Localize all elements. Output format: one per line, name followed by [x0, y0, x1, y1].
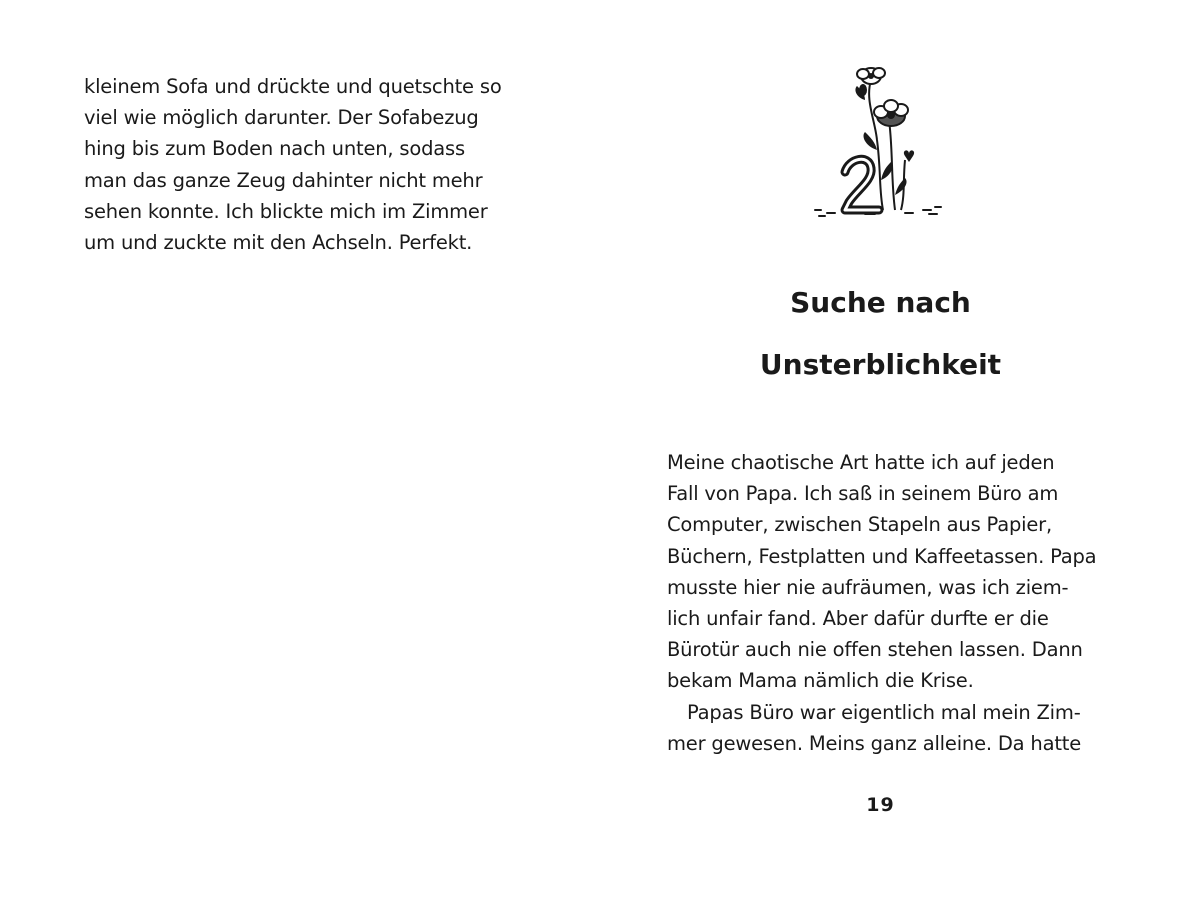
text-line: Bürotür auch nie offen stehen lassen. Dann	[667, 638, 1083, 662]
flower-and-number-2-icon	[805, 60, 965, 228]
chapter-title-line-1: Suche nach	[790, 286, 971, 319]
text-line: bekam Mama nämlich die Krise.	[667, 669, 974, 693]
text-line: um und zuckte mit den Achseln. Perfekt.	[84, 230, 473, 254]
text-line: Computer, zwischen Stapeln aus Papier,	[667, 513, 1052, 537]
right-page	[590, 0, 1181, 907]
text-line: Meine chaotische Art hatte ich auf jeden	[667, 451, 1055, 474]
text-line: mer gewesen. Meins ganz alleine. Da hatte	[667, 731, 1082, 755]
text-line: kleinem Sofa und drückte und quetschte so	[84, 75, 502, 98]
text-line: lich unfair fand. Aber dafür durfte er die	[667, 606, 1049, 630]
right-page-text	[667, 447, 1096, 759]
text-line: sehen konnte. Ich blickte mich im Zimmer	[84, 199, 488, 223]
text-line: Fall von Papa. Ich saß in seinem Büro am	[667, 482, 1059, 506]
text-line: hing bis zum Boden nach unten, sodass	[84, 137, 465, 161]
text-line: Büchern, Festplatten und Kaffeetassen. Papa	[667, 544, 1097, 568]
text-line: viel wie möglich darunter. Der Sofabezug	[84, 106, 479, 130]
left-page	[0, 0, 590, 907]
text-line: man das ganze Zeug dahinter nicht mehr	[84, 168, 483, 192]
text-line: Papas Büro war eigentlich mal mein Zim-	[687, 700, 1081, 724]
text-line: musste hier nie aufräumen, was ich ziem-	[667, 575, 1069, 599]
left-page-text	[84, 71, 502, 258]
page-number: 19	[866, 794, 895, 816]
chapter-title-line-2: Unsterblichkeit	[759, 348, 1002, 381]
